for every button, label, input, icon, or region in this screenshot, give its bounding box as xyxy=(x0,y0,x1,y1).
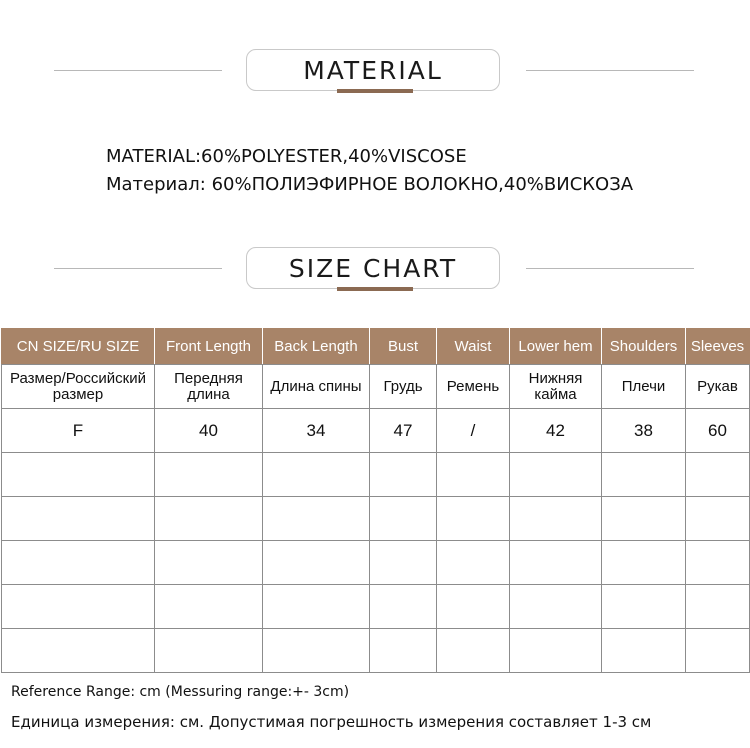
empty-cell xyxy=(602,585,686,629)
material-composition-ru: Материал: 60%ПОЛИЭФИРНОЕ ВОЛОКНО,40%ВИСКОЗА xyxy=(106,174,634,195)
table-row-empty xyxy=(2,541,750,585)
empty-cell xyxy=(686,541,750,585)
table-row-empty xyxy=(2,585,750,629)
material-title: MATERIAL xyxy=(246,49,500,91)
empty-cell xyxy=(2,497,155,541)
material-composition-en: MATERIAL:60%POLYESTER,40%VISCOSE xyxy=(106,146,467,167)
header-cell-ru: Передняя длина xyxy=(155,365,263,409)
empty-cell xyxy=(686,497,750,541)
header-cell-ru: Грудь xyxy=(370,365,437,409)
header-cell: CN SIZE/RU SIZE xyxy=(2,329,155,365)
table-row-empty xyxy=(2,629,750,673)
empty-cell xyxy=(510,497,602,541)
size-cell: F xyxy=(2,409,155,453)
empty-cell xyxy=(602,629,686,673)
table-row-empty xyxy=(2,497,750,541)
empty-cell xyxy=(437,453,510,497)
table-header-row-ru xyxy=(2,365,750,409)
empty-cell xyxy=(370,453,437,497)
header-cell-ru: Плечи xyxy=(602,365,686,409)
empty-cell xyxy=(155,453,263,497)
empty-cell xyxy=(370,541,437,585)
size-chart-table xyxy=(1,328,750,673)
empty-cell xyxy=(155,541,263,585)
back-length-cell: 34 xyxy=(263,409,370,453)
header-cell: Waist xyxy=(437,329,510,365)
empty-cell xyxy=(263,453,370,497)
empty-cell xyxy=(370,585,437,629)
size-chart-section-header xyxy=(0,247,750,291)
header-cell: Shoulders xyxy=(602,329,686,365)
header-cell-ru: Размер/Российский размер xyxy=(2,365,155,409)
material-section-header xyxy=(0,49,750,93)
empty-cell xyxy=(686,585,750,629)
header-cell: Back Length xyxy=(263,329,370,365)
shoulders-cell: 38 xyxy=(602,409,686,453)
header-cell: Lower hem xyxy=(510,329,602,365)
empty-cell xyxy=(2,541,155,585)
empty-cell xyxy=(602,453,686,497)
empty-cell xyxy=(686,629,750,673)
divider-line-left xyxy=(54,70,222,71)
empty-cell xyxy=(155,497,263,541)
header-cell-ru: Длина спины xyxy=(263,365,370,409)
empty-cell xyxy=(602,541,686,585)
header-cell-ru: Ремень xyxy=(437,365,510,409)
empty-cell xyxy=(437,585,510,629)
empty-cell xyxy=(437,541,510,585)
size-chart-title: SIZE CHART xyxy=(246,247,500,289)
empty-cell xyxy=(437,629,510,673)
header-cell-ru: Нижняя кайма xyxy=(510,365,602,409)
empty-cell xyxy=(263,541,370,585)
divider-line-right xyxy=(526,70,694,71)
lower-hem-cell: 42 xyxy=(510,409,602,453)
empty-cell xyxy=(510,453,602,497)
title-accent-bar xyxy=(337,287,413,291)
waist-cell: / xyxy=(437,409,510,453)
bust-cell: 47 xyxy=(370,409,437,453)
empty-cell xyxy=(437,497,510,541)
table-header-row xyxy=(2,329,750,365)
empty-cell xyxy=(2,585,155,629)
title-accent-bar xyxy=(337,89,413,93)
header-cell: Front Length xyxy=(155,329,263,365)
empty-cell xyxy=(2,453,155,497)
empty-cell xyxy=(510,629,602,673)
empty-cell xyxy=(510,541,602,585)
divider-line-right xyxy=(526,268,694,269)
empty-cell xyxy=(263,629,370,673)
table-row xyxy=(2,409,750,453)
empty-cell xyxy=(510,585,602,629)
reference-range-note-en: Reference Range: cm (Messuring range:+- 3cm) xyxy=(11,684,350,700)
empty-cell xyxy=(370,629,437,673)
front-length-cell: 40 xyxy=(155,409,263,453)
empty-cell xyxy=(602,497,686,541)
header-cell: Bust xyxy=(370,329,437,365)
sleeves-cell: 60 xyxy=(686,409,750,453)
empty-cell xyxy=(370,497,437,541)
empty-cell xyxy=(686,453,750,497)
header-cell: Sleeves xyxy=(686,329,750,365)
divider-line-left xyxy=(54,268,222,269)
empty-cell xyxy=(263,585,370,629)
reference-range-note-ru: Единица измерения: см. Допустимая погрешность измерения составляет 1-3 см xyxy=(11,713,652,731)
header-cell-ru: Рукав xyxy=(686,365,750,409)
empty-cell xyxy=(155,585,263,629)
table-row-empty xyxy=(2,453,750,497)
empty-cell xyxy=(263,497,370,541)
empty-cell xyxy=(2,629,155,673)
empty-cell xyxy=(155,629,263,673)
